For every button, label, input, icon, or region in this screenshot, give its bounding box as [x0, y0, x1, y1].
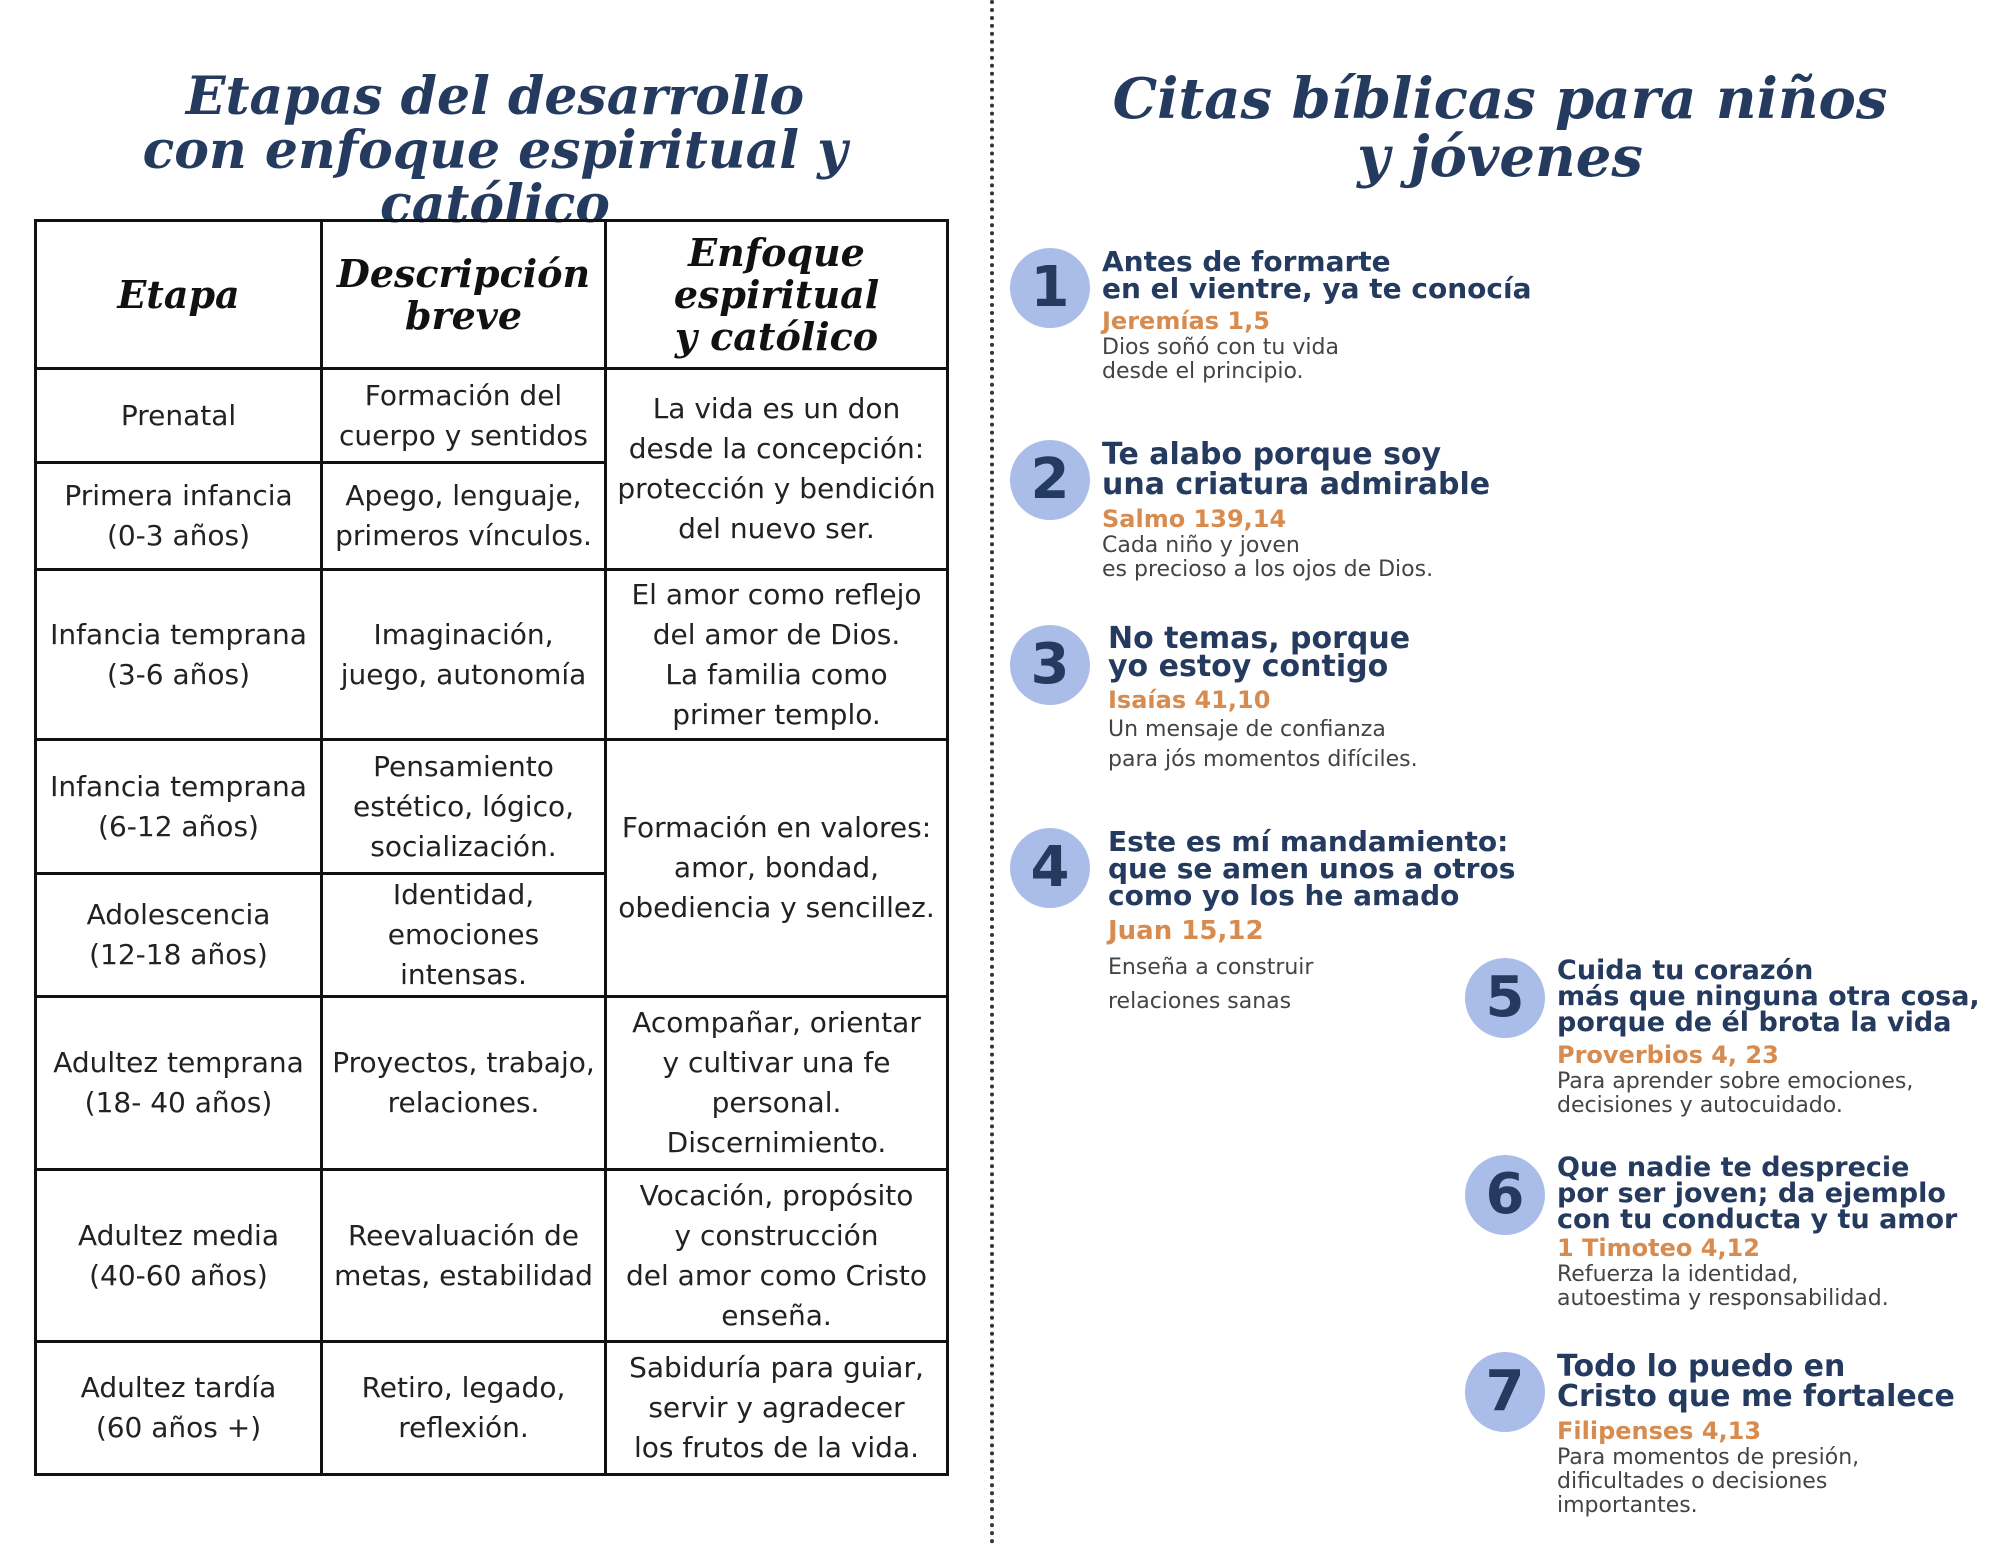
description-cell: Formación del cuerpo y sentidos	[322, 369, 606, 463]
description-cell: Imaginación, juego, autonomía	[322, 570, 606, 740]
quote-body	[1557, 1349, 2000, 1518]
quote-body	[1108, 621, 1868, 775]
description-cell: Identidad, emociones intensas.	[322, 874, 606, 997]
table-row	[36, 997, 948, 1170]
quote-body	[1557, 1152, 2000, 1311]
quote-text: Cuida tu corazón más que ninguna otra cosa, porque de él brota la vida	[1557, 955, 1980, 1038]
quote-description: Para momentos de presión, dificultades o decisiones importantes.	[1557, 1445, 1860, 1518]
quote-description: Refuerza la identidad, autoestima y responsabilidad.	[1557, 1262, 1889, 1311]
quote-text: Que nadie te desprecie por ser joven; da ejemplo con tu conducta y tu amor	[1557, 1152, 1958, 1235]
quote-body	[1102, 245, 1862, 384]
stage-cell: Infancia temprana (6-12 años)	[36, 740, 322, 874]
quote-text: Este es mí mandamiento: que se amen unos a otros como yo los he amado	[1108, 825, 1516, 912]
number-badge: 1	[1010, 248, 1090, 328]
focus-cell: Formación en valores: amor, bondad, obediencia y sencillez.	[606, 740, 948, 997]
number-badge: 2	[1010, 440, 1090, 520]
table-row	[36, 570, 948, 740]
stages-table	[34, 219, 949, 1476]
quote-description: Cada niño y joven es precioso a los ojos de Dios.	[1102, 533, 1434, 582]
quote-reference: Juan 15,12	[1108, 916, 1264, 946]
quotes-title: Citas bíblicas para niños y jóvenes	[1112, 66, 1888, 190]
focus-cell: Acompañar, orientar y cultivar una fe personal. Discernimiento.	[606, 997, 948, 1170]
focus-cell: La vida es un don desde la concepción: protección y bendición del nuevo ser.	[606, 369, 948, 570]
quote-reference: Jeremías 1,5	[1102, 307, 1270, 335]
number-badge: 5	[1465, 958, 1545, 1038]
description-cell: Reevaluación de metas, estabilidad	[322, 1170, 606, 1342]
table-row	[36, 1170, 948, 1342]
quote-text: Antes de formarte en el vientre, ya te conocía	[1102, 245, 1532, 305]
focus-cell: Sabiduría para guiar, servir y agradecer los frutos de la vida.	[606, 1342, 948, 1475]
stage-cell: Prenatal	[36, 369, 322, 463]
table-header-row	[36, 221, 948, 369]
quote-text: Todo lo puedo en Cristo que me fortalece	[1557, 1349, 1955, 1414]
quote-body	[1557, 955, 2000, 1118]
number-badge: 3	[1010, 625, 1090, 705]
header-focus: Enfoque espiritual y católico	[606, 221, 948, 369]
quote-description: Para aprender sobre emociones, decisiones y autocuidado.	[1557, 1069, 1914, 1118]
header-description: Descripción breve	[322, 221, 606, 369]
description-cell: Pensamiento estético, lógico, socialización.	[322, 740, 606, 874]
description-cell: Proyectos, trabajo, relaciones.	[322, 997, 606, 1170]
quote-description: Enseña a construir relaciones sanas	[1108, 955, 1314, 1014]
quote-reference: Salmo 139,14	[1102, 505, 1287, 533]
table-row	[36, 1342, 948, 1475]
stage-cell: Adultez temprana (18- 40 años)	[36, 997, 322, 1170]
quote-body	[1102, 437, 1862, 582]
stage-cell: Infancia temprana (3-6 años)	[36, 570, 322, 740]
focus-cell: Vocación, propósito y construcción del amor como Cristo enseña.	[606, 1170, 948, 1342]
focus-cell: El amor como reflejo del amor de Dios. La familia como primer templo.	[606, 570, 948, 740]
table-row	[36, 369, 948, 463]
number-badge: 7	[1465, 1352, 1545, 1432]
stages-title: Etapas del desarrollo con enfoque espiritual y católico	[142, 66, 848, 235]
header-stage: Etapa	[36, 221, 322, 369]
quote-reference: Isaías 41,10	[1108, 686, 1271, 714]
stage-cell: Adolescencia (12-18 años)	[36, 874, 322, 997]
number-badge: 6	[1465, 1155, 1545, 1235]
stage-cell: Adultez tardía (60 años +)	[36, 1342, 322, 1475]
number-badge: 4	[1010, 828, 1090, 908]
stage-cell: Primera infancia (0-3 años)	[36, 463, 322, 570]
quote-text: Te alabo porque soy una criatura admirable	[1102, 437, 1491, 502]
quote-description: Dios soñó con tu vida desde el principio.	[1102, 335, 1339, 384]
quote-description: Un mensaje de confianza para jós momentos difíciles.	[1108, 717, 1418, 772]
quote-reference: Filipenses 4,13	[1557, 1417, 1762, 1445]
table-row	[36, 740, 948, 874]
quote-reference: 1 Timoteo 4,12	[1557, 1234, 1760, 1262]
quote-text: No temas, porque yo estoy contigo	[1108, 621, 1411, 684]
description-cell: Apego, lenguaje, primeros vínculos.	[322, 463, 606, 570]
stage-cell: Adultez media (40-60 años)	[36, 1170, 322, 1342]
description-cell: Retiro, legado, reflexión.	[322, 1342, 606, 1475]
dotted-divider	[990, 0, 994, 1545]
quote-reference: Proverbios 4, 23	[1557, 1041, 1779, 1069]
